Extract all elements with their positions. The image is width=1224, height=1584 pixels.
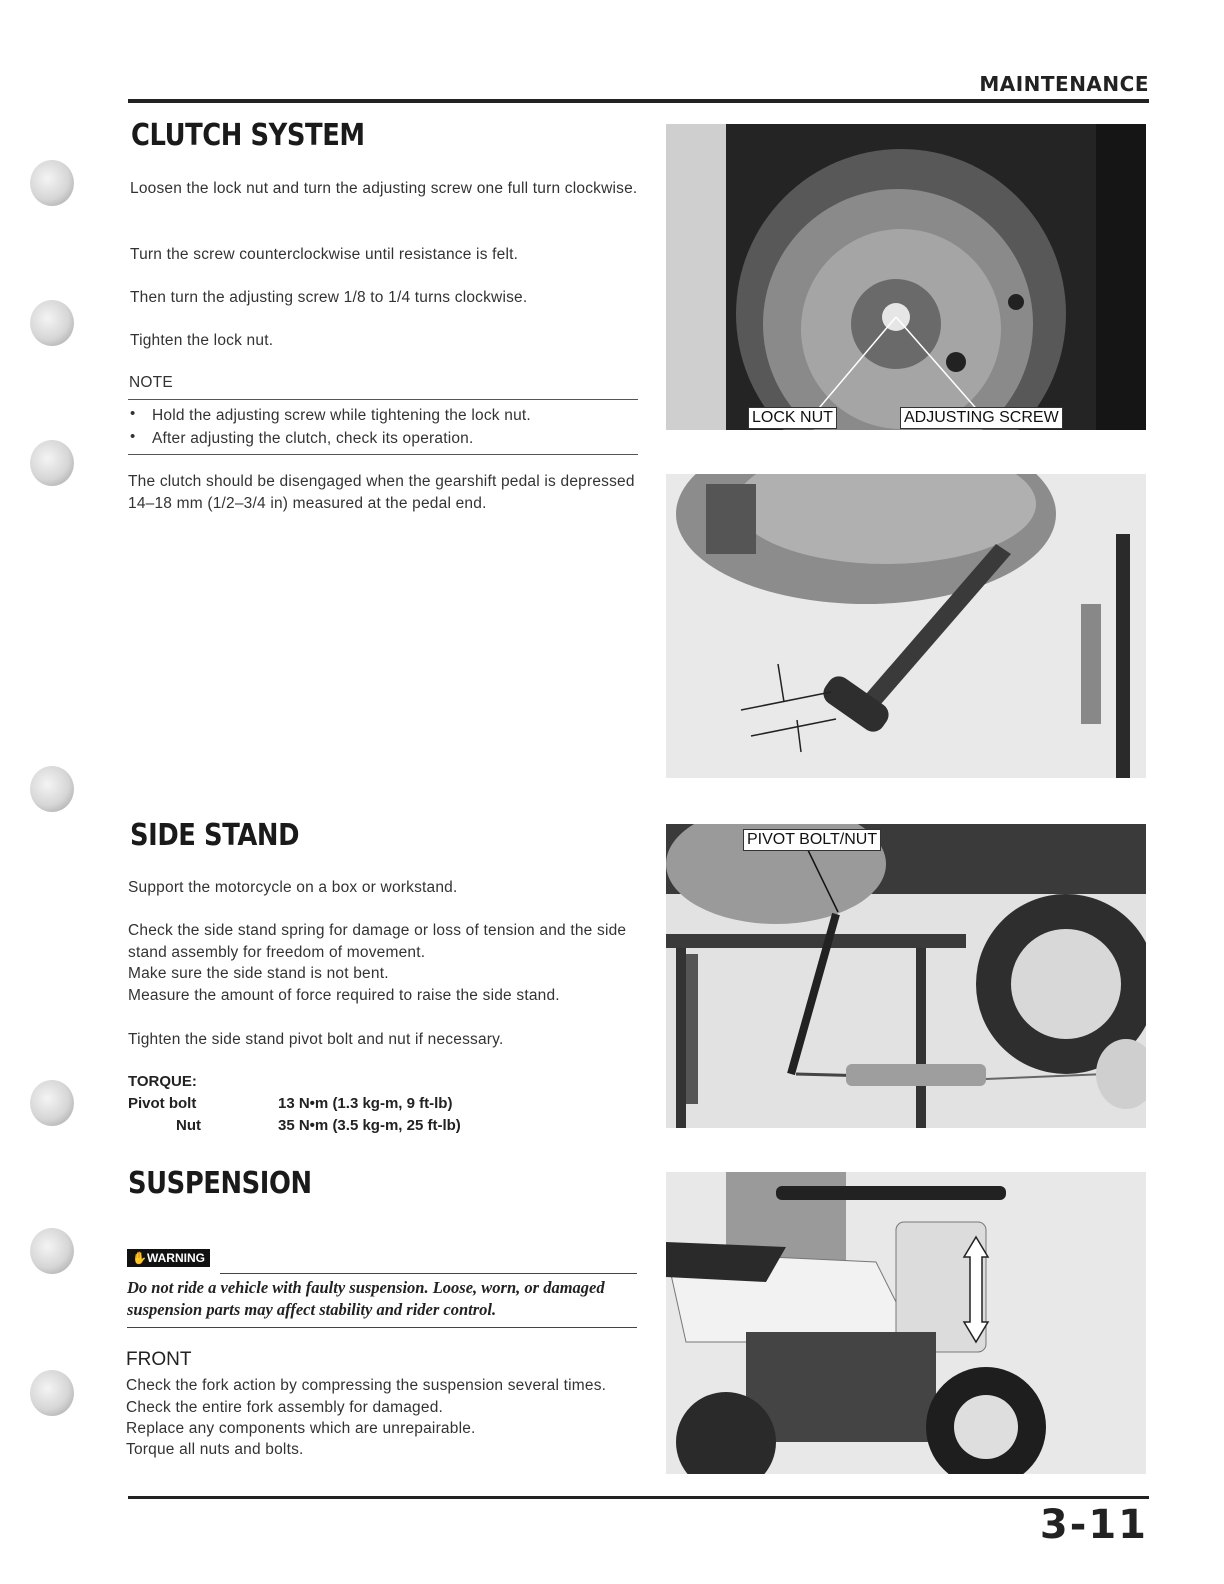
binder-hole (30, 300, 74, 346)
clutch-freeplay-text: The clutch should be disengaged when the gearshift pedal is depressed 14–18 mm (1/2–3/4 in) measured at the pedal end. (128, 473, 635, 512)
pivot-bolt-nut-label: PIVOT BOLT/NUT (743, 829, 881, 851)
note-rule-bottom (128, 454, 638, 455)
torque-value: 35 N•m (3.5 kg-m, 25 ft-lb) (278, 1117, 461, 1134)
binder-hole (30, 1080, 74, 1126)
side-stand-step-2b: Make sure the side stand is not bent. (128, 965, 389, 982)
binder-hole (30, 1370, 74, 1416)
binder-hole (30, 440, 74, 486)
header-rule (128, 99, 1149, 103)
torque-item: Pivot bolt (128, 1095, 197, 1112)
lock-nut-label: LOCK NUT (748, 407, 837, 429)
front-step: Replace any components which are unrepairable. (126, 1420, 476, 1437)
front-label: FRONT (126, 1349, 192, 1370)
motorcycle-illustration (666, 1172, 1146, 1474)
torque-item: Nut (176, 1117, 201, 1134)
side-stand-illustration (666, 824, 1146, 1128)
note-label: NOTE (129, 374, 173, 391)
note-bullet: • (130, 405, 136, 422)
warning-icon: ✋ (132, 1251, 147, 1265)
clutch-title: CLUTCH SYSTEM (131, 118, 365, 153)
torque-value: 13 N•m (1.3 kg-m, 9 ft-lb) (278, 1095, 453, 1112)
suspension-title: SUSPENSION (128, 1166, 312, 1201)
side-stand-step-3: Tighten the side stand pivot bolt and nut if necessary. (128, 1031, 504, 1048)
front-step: Torque all nuts and bolts. (126, 1441, 304, 1458)
note-item: Hold the adjusting screw while tightening the lock nut. (152, 407, 531, 424)
warning-rule-bottom (127, 1327, 637, 1328)
front-step: Check the fork action by compressing the suspension several times. Check the entire fork assembly for damaged. (126, 1377, 607, 1416)
warning-label: WARNING (146, 1251, 205, 1265)
clutch-step-1: Loosen the lock nut and turn the adjusting screw one full turn clockwise. (130, 180, 638, 197)
clutch-cover-photo (666, 124, 1146, 430)
side-stand-step-1: Support the motorcycle on a box or workstand. (128, 879, 458, 896)
adjusting-screw-label: ADJUSTING SCREW (900, 407, 1063, 429)
side-stand-step-2c: Measure the amount of force required to raise the side stand. (128, 987, 560, 1004)
side-stand-photo (666, 824, 1146, 1128)
binder-hole (30, 766, 74, 812)
note-rule-top (128, 399, 638, 400)
warning-text: Do not ride a vehicle with faulty suspension. Loose, worn, or damaged suspension parts may affect stability and rider control. (127, 1278, 605, 1319)
section-header: MAINTENANCE (979, 72, 1149, 96)
footer-rule (128, 1496, 1149, 1499)
front-suspension-photo (666, 1172, 1146, 1474)
gearshift-pedal-illustration (666, 474, 1146, 778)
warning-rule-top (220, 1273, 637, 1274)
note-item: After adjusting the clutch, check its operation. (152, 430, 474, 447)
clutch-step-3: Then turn the adjusting screw 1/8 to 1/4 turns clockwise. (130, 289, 528, 306)
binder-hole (30, 1228, 74, 1274)
gearshift-pedal-photo (666, 474, 1146, 778)
warning-badge (127, 1249, 210, 1267)
note-bullet: • (130, 428, 136, 445)
side-stand-step-2a: Check the side stand spring for damage or loss of tension and the side stand assembly for freedom of movement. (128, 922, 627, 961)
clutch-step-4: Tighten the lock nut. (130, 332, 274, 349)
binder-hole (30, 160, 74, 206)
clutch-cover-illustration (666, 124, 1146, 430)
page-number: 3-11 (1039, 1502, 1148, 1548)
side-stand-title: SIDE STAND (130, 818, 300, 853)
torque-label: TORQUE: (128, 1073, 197, 1090)
clutch-step-2: Turn the screw counterclockwise until resistance is felt. (130, 246, 519, 263)
